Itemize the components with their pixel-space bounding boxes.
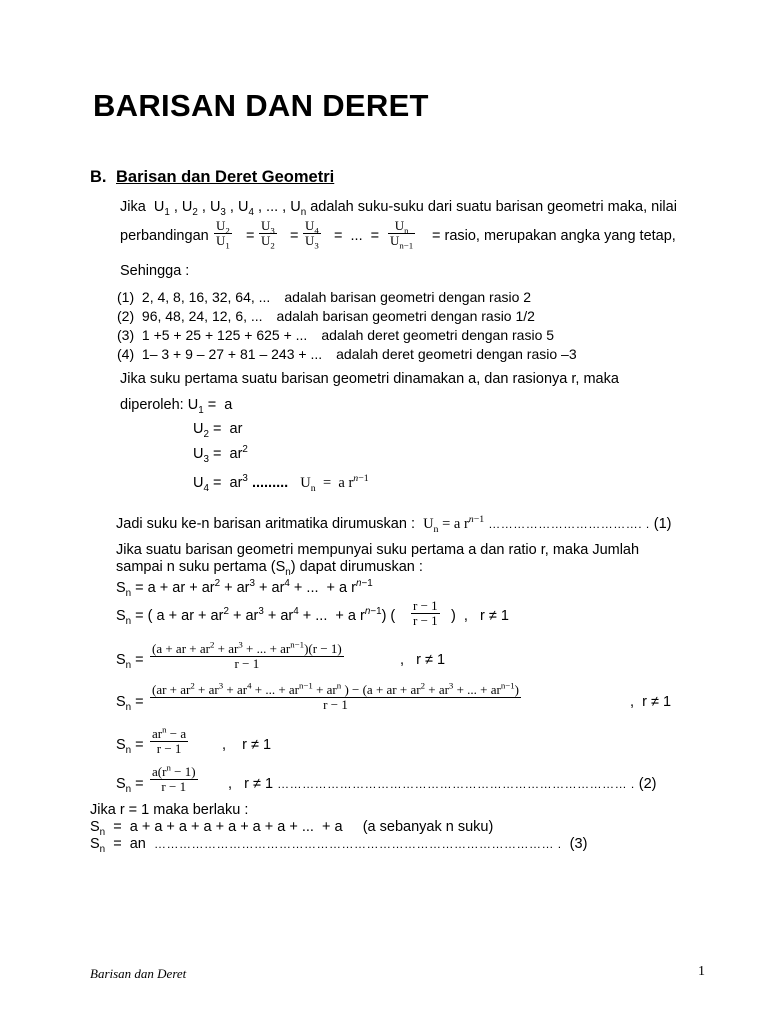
- sn-line-4-tail: , r ≠ 1: [630, 694, 672, 710]
- section-title: Barisan dan Deret Geometri: [116, 168, 335, 186]
- example-2: (2) 96, 48, 24, 12, 6, ... adalah barisan geometri dengan rasio 1/2: [117, 308, 535, 324]
- section-number: B.: [90, 168, 107, 186]
- sn-line-1: $S_n = a$ + ar + $ar^2 + ar^3 + ar^4$ + ... + a $r^{n-1}$: [116, 578, 373, 599]
- eq-dots: = ... =: [334, 228, 380, 244]
- perbandingan-label: perbandingan: [120, 228, 209, 244]
- fraction-u2-u1: $\frac{U_2}{U_1}$: [216, 218, 230, 251]
- fraction-un-un1: $\frac{U_n}{U_{n-1}}$: [390, 218, 414, 251]
- terms-intro: Jika suku pertama suatu barisan geometri dinamakan a, dan rasionya r, maka: [120, 371, 619, 387]
- sum-intro-2: sampai n suku pertama $(S_n)$ dapat dirumuskan :: [116, 559, 423, 578]
- eq-sign: =: [246, 228, 255, 244]
- fraction-sn-6: $\frac{a(r^n - 1)}{r - 1}$: [152, 762, 196, 794]
- fraction-sn-4: ($ar + ar^2 + ar^3 + ar^4$ + ... + $ar^{n-1} + ar^n$ ) − (a + ar + $ar^2 + ar^3$ + ... + $ar^{n-1}$) r − 1: [152, 680, 520, 712]
- example-1: (1) 2, 4, 8, 16, 32, 64, ... adalah barisan geometri dengan rasio 2: [117, 289, 532, 305]
- sehingga: Sehingga :: [120, 263, 190, 279]
- intro-rest: adalah suku-suku dari suatu barisan geometri maka, nilai: [310, 199, 677, 215]
- ratio-tail: = rasio, merupakan angka yang tetap,: [432, 228, 676, 244]
- u4-line: $U_4 = ar^3$ ......... $U_n = a$ $r^{n-1}$: [193, 473, 369, 494]
- sn-line-3-lhs: $S_n$ =: [116, 652, 144, 671]
- page-number: 1: [698, 964, 705, 979]
- r1-line-2: $S_n$ = an …………………………………………………………………………………… . (3): [90, 836, 588, 855]
- sn-line-5-lhs: $S_n$ =: [116, 737, 144, 756]
- footer-title: Barisan dan Deret: [90, 966, 187, 981]
- sn-line-2: $S_n$ = ( a + ar + $ar^2 + ar^3 + ar^4$ + ... + a $r^{n-1}$) (: [116, 606, 396, 627]
- sum-intro-1: Jika suatu barisan geometri mempunyai suku pertama a dan ratio r, maka Jumlah: [116, 542, 640, 558]
- fraction-u3-u2: $\frac{U_3}{U_2}$: [261, 218, 275, 251]
- fraction-sn-3: (a + ar + $ar^2 + ar^3$ + ... + $ar^{n-1})(r - 1)$ r − 1: [152, 639, 342, 671]
- intro-jika: Jika: [120, 199, 146, 215]
- example-4: (4) 1– 3 + 9 – 27 + 81 – 243 + ... adalah deret geometri dengan rasio –3: [117, 346, 577, 362]
- page-title: BARISAN DAN DERET: [93, 88, 429, 123]
- sn-line-3-tail: , r ≠ 1: [400, 652, 446, 668]
- r1-line-1: $S_n = a + a + a + a + a + a + a$ + ... + a (a sebanyak n suku): [90, 819, 494, 838]
- jadi-line: Jadi suku ke-n barisan aritmatika dirumuskan : $U_n = a$ $r^{n-1}$ ………………………………. . (1): [116, 514, 672, 535]
- u2-line: $U_2$ = ar: [193, 421, 243, 440]
- r1-intro: Jika r = 1 maka berlaku :: [90, 802, 249, 818]
- example-3: (3) 1 +5 + 25 + 125 + 625 + ... adalah deret geometri dengan rasio 5: [117, 327, 555, 343]
- sn-line-4-lhs: $S_n$ =: [116, 694, 144, 713]
- sn-line-5-tail: , r ≠ 1: [222, 737, 272, 753]
- sn-line-6-tail: , r ≠ 1 ………………………………………………………………………… . (2): [228, 776, 657, 792]
- u3-line: $U_3 = ar^2$: [193, 444, 248, 465]
- intro-line: Jika $U_1$ , $U_2$ , $U_3$ , $U_4$ , ... , $U_n$ adalah suku-suku dari suatu barisan geometri maka, nilai: [120, 199, 677, 218]
- sn-line-6-lhs: $S_n$ =: [116, 776, 144, 795]
- eq-sign: =: [290, 228, 299, 244]
- diperoleh-line: diperoleh: $U_1 = a$: [120, 397, 233, 416]
- fraction-r1-r1: $\frac{r - 1}{r - 1}$: [413, 598, 438, 628]
- fraction-sn-5: $ar^n - a$ r − 1: [152, 724, 187, 756]
- sn-line-2-tail: ) , r ≠ 1: [451, 608, 509, 624]
- fraction-u4-u3: $\frac{U_4}{U_3}$: [305, 218, 319, 251]
